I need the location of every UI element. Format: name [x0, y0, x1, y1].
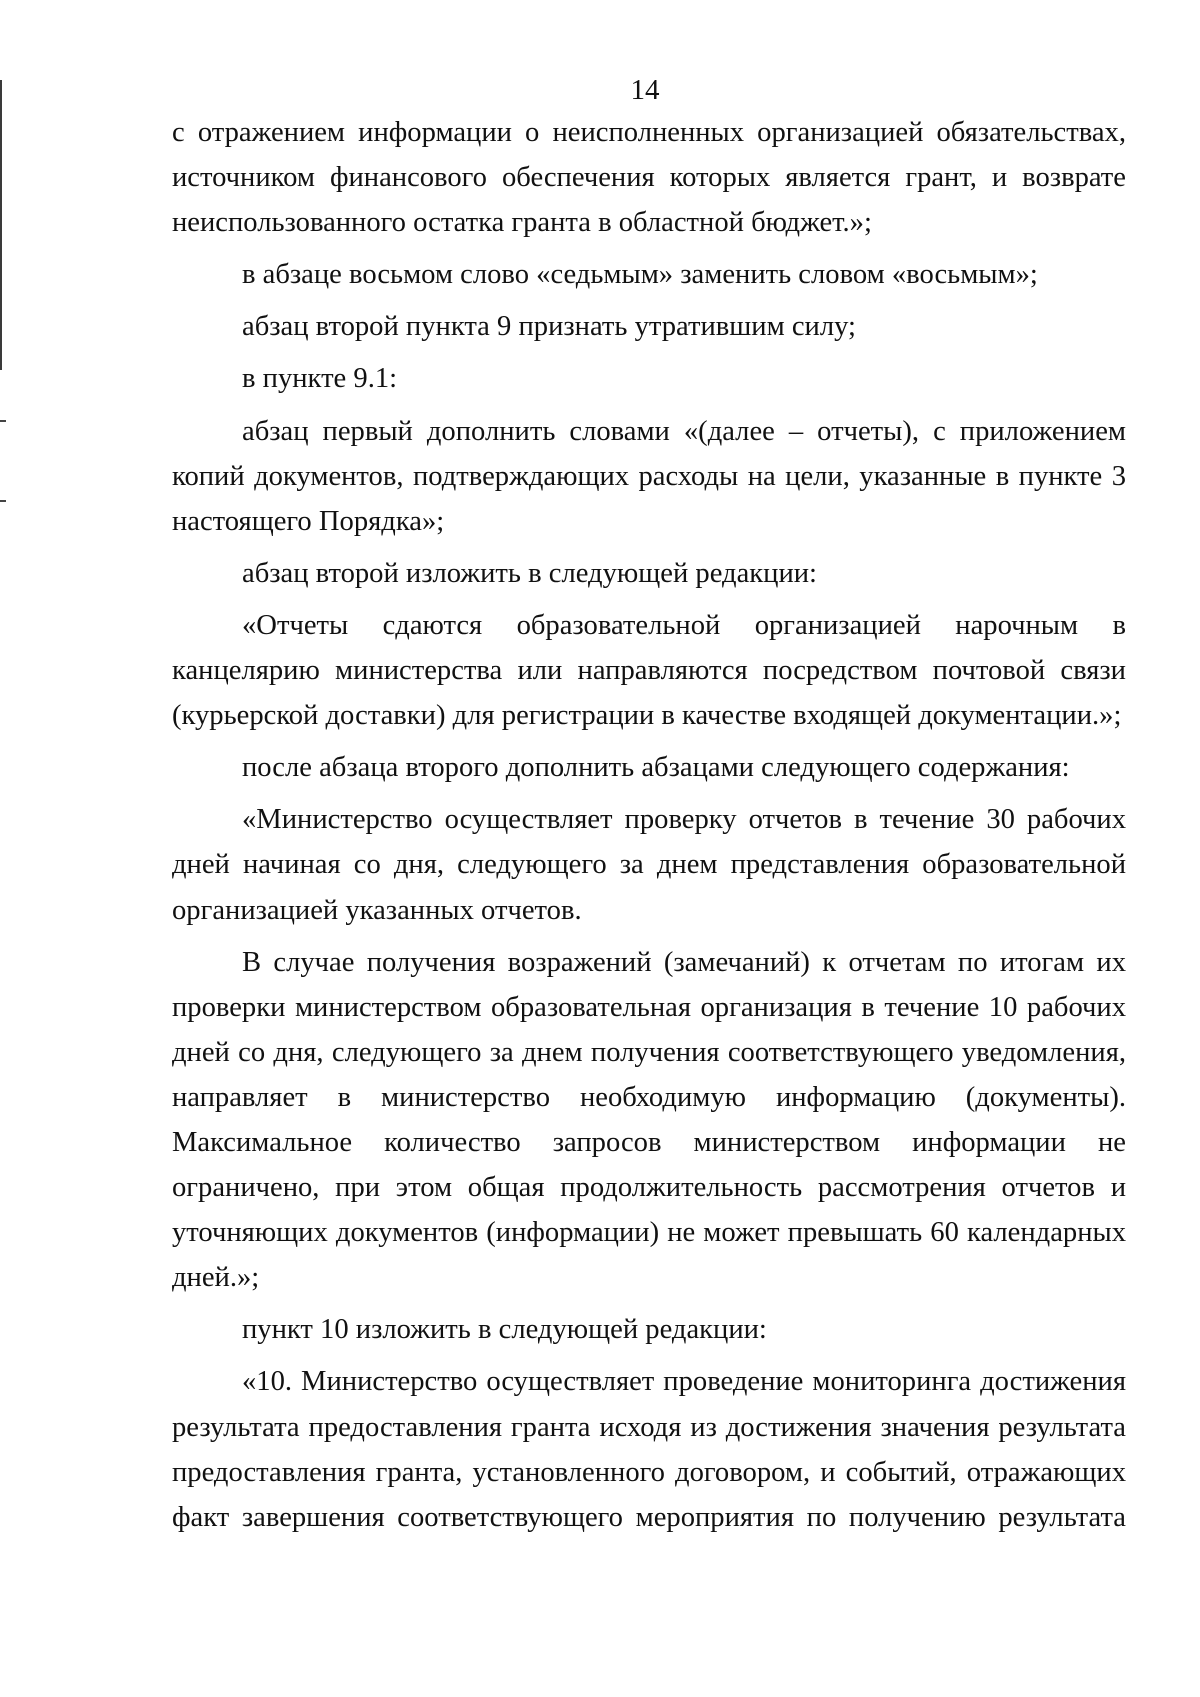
scan-edge-mark [0, 80, 5, 370]
scan-edge-tick [0, 500, 6, 502]
paragraph-point-10-text: «10. Министерство осуществляет проведение мониторинга достижения результата предоставления гранта исходя из достижения значения результата предоставления гранта, установленного договором, и событий, отражающих факт завершения соответствующего мероприятия по получению результата [172, 1366, 1126, 1533]
paragraph-second-abzac-heading: абзац второй изложить в следующей редакции: [242, 557, 818, 589]
paragraph-continuation: с отражением информации о неисполненных организацией обязательствах, источником финансового обеспечения которых является грант, и возврате неиспользованного остатка гранта в областной бюджет.»; [172, 117, 1126, 239]
paragraph-ministry-verification: «Министерство осуществляет проверку отчетов в течение 30 рабочих дней начиная со дня, следующего за днем представления образовательной организацией указанных отчетов. [172, 804, 1126, 926]
paragraph-point-9-1: в пункте 9.1: [242, 363, 398, 395]
paragraph-amendment-point-9: абзац второй пункта 9 признать утратившим силу; [242, 311, 856, 343]
paragraph-objections: В случае получения возражений (замечаний) к отчетам по итогам их проверки министерством образовательная организация в течение 10 рабочих дней со дня, следующего за днем получения соответствующего уведомления, направляет в министерство необходимую информацию (документы). Максимальное количество запросов министерством информации не ограничено, при этом общая продолжительность рассмотрения отчетов и уточняющих документов (информации) не может превышать 60 календарных дней.»; [172, 946, 1126, 1294]
document-body [172, 110, 1126, 1540]
paragraph-amendment-eighth-abzac: в абзаце восьмом слово «седьмым» заменить словом «восьмым»; [242, 259, 1038, 291]
paragraph-point-10-heading: пункт 10 изложить в следующей редакции: [242, 1314, 767, 1346]
paragraph-after-second-abzac: после абзаца второго дополнить абзацами следующего содержания: [242, 752, 1070, 784]
paragraph-first-abzac-addition: абзац первый дополнить словами «(далее – отчеты), с приложением копий документов, подтверждающих расходы на цели, указанные в пункте 3 настоящего Порядка»; [172, 415, 1126, 537]
scan-edge-tick [0, 420, 6, 422]
paragraph-reports-submission: «Отчеты сдаются образовательной организацией нарочным в канцелярию министерства или направляются посредством почтовой связи (курьерской доставки) для регистрации в качестве входящей документации.»; [172, 609, 1126, 732]
page-number: 14 [630, 74, 660, 106]
